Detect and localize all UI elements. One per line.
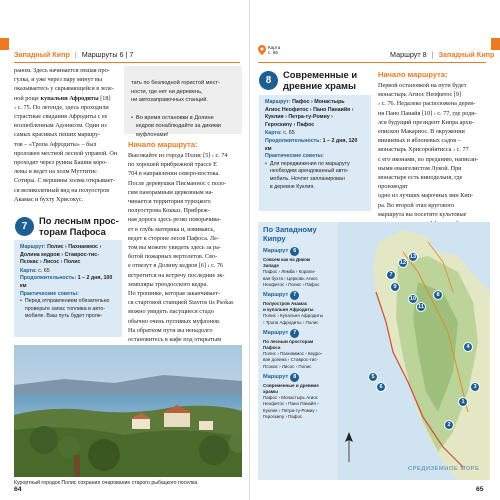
legend-path: Полис › Пахнаммос › Кедро- вая долина › Ставрос-тис- Псокас › Лисос › Полис — [263, 351, 323, 369]
right-header-rule — [258, 62, 486, 63]
left-header-title: Западный Кипр — [14, 49, 70, 59]
body-text: раном. Здесь начинается пешая про- гулка, и уже через пару минут вы оказываетесь у скрывающейся в зеле- ной роще — [14, 67, 114, 102]
route-number: 7 — [15, 217, 34, 236]
page-number-right: 65 — [476, 486, 484, 493]
photo-caption: Курортный городок Полис сохранил очарование старого рыбацкого поселка — [14, 480, 198, 486]
legend-num: 7 — [290, 291, 299, 300]
map-marker[interactable]: 9 — [390, 282, 400, 292]
tip-box — [124, 66, 242, 138]
route-path — [265, 99, 365, 129]
map-legend — [258, 222, 338, 480]
map-marker[interactable]: 5 — [368, 372, 378, 382]
right-header — [390, 47, 494, 61]
route-duration — [265, 138, 365, 153]
value: Пафос › Монастырь Агиос Неофитос › Пано Панаийя › Куклия › Петра-ту-Ромиу › Героскипу › Пафос — [265, 99, 354, 128]
legend-path: Пафос › Монастырь Агиос Неофитос › Пано Панайя › Куклия › Петра-ту-Ромиу › Героскипу › Пафос — [263, 395, 319, 419]
map-marker[interactable]: 6 — [376, 382, 386, 392]
body-bold: купальни Афродиты — [40, 94, 99, 102]
legend-title: Полуостров Акамас и купальня Афродиты — [263, 301, 314, 313]
label: Маршрут: — [20, 244, 46, 250]
legend-route-7a[interactable] — [263, 291, 333, 300]
left-header-sep: | — [74, 49, 77, 59]
legend-path: Пафос › Лемба › Корали- вая бухта › Церковь Агиос Неофитос › Полис › Пафос — [263, 269, 320, 287]
route7-info — [14, 240, 122, 337]
right-header-title: Западный Кипр — [438, 49, 495, 59]
route-path — [20, 244, 116, 267]
tips-text: Для передвижения по маршруту необходим арендованный авто- мобиль. Ночлег запланирован в деревне Куклия. — [269, 160, 350, 190]
tips-bullet — [20, 298, 116, 321]
page-number-left: 64 — [14, 486, 22, 493]
start-label: Начало маршрута: — [128, 140, 198, 149]
value: с. 65 — [281, 130, 295, 137]
tips-label: Практические советы: — [20, 290, 79, 297]
value: Полис › Пахнаммос › Долина кедров › Ставрос-тис- Псокас › Лисос › Полис — [20, 244, 102, 266]
map-pin-icon — [258, 45, 266, 55]
left-accent-bar — [0, 38, 9, 50]
route7-heading — [15, 216, 119, 237]
label: Маршрут: — [265, 99, 291, 105]
route-duration — [20, 275, 116, 290]
label: Продолжительность: — [20, 275, 77, 282]
map-marker[interactable]: 11 — [416, 302, 426, 312]
legend-word: Маршрут — [263, 374, 289, 381]
route-title: Современные и древние храмы — [283, 69, 358, 91]
left-header-rule — [14, 62, 240, 63]
value: 1 – 2 дня, 120 км — [265, 137, 358, 152]
route-map — [265, 130, 365, 138]
map-marker[interactable]: 2 — [444, 420, 454, 430]
legend-word: Маршрут — [263, 292, 289, 299]
map-reference[interactable] — [258, 45, 280, 56]
legend-route-7b[interactable] — [263, 329, 333, 338]
polis-photo — [14, 345, 242, 477]
tip-text: тать по безлюдной гористой мест- ности, где нет ни деревень, ни автозаправочных станций. — [131, 80, 220, 104]
route-map — [20, 268, 116, 276]
legend-word: Маршрут — [263, 248, 289, 255]
sea-label: СРЕДИЗЕМНОЕ МОРЕ — [408, 466, 480, 472]
left-header — [14, 47, 133, 61]
legend-num: 8 — [290, 373, 299, 382]
left-body-top — [14, 66, 121, 204]
photo-image — [14, 345, 242, 477]
left-start-text: Выезжайте из города Полис [5] › с. 74 по хорошей прибрежной трассе E 704 в направлении северо-востока. После деревушки Писманнос с поло- гим панорамным церковным на- чинается территория турецкого полуострова Кокказ. Прибреж- ная дорога здесь резко поворачива- ет в глубь материка и, извиваясь, ведет к стороне лесов Пафоса. Ле- том вы можете увидеть здесь за ра- ботой пожарных вертолетов. Сво- е отвезут в Долину кедров [6] › с. 76 встретится на встречу последние эк- земпляры троодосского кедра. По тропинке, которая заканчивает- ся стартовой станцией Stavros tis Psokas можно увидеть пасущиеся стадо обычно очень пугливых муфлонов. На обратном пути вы ненадолго остановитесь в кафе под открытым — [128, 152, 234, 344]
right-start-text: Первой остановкой на пути будет монастырь Агиос Неофитос [9] › с. 76. Недалеко расположена дерев- ня Пано Панайя [10] › с. 77, где роди- лся будущий президент Кипра архи- епископ Макариос. В окружении вишневых и яблоневых садов – монастырь Хрисоройятисса › с. 77 с его иконами, по преданию, написан- ными евангелистом Лукой. При монастыре есть винодельня, где производят одно из лучших марочных вин Кип- ра. Во второй этап кругового маршрута вы посетите культовые — [378, 82, 479, 218]
bullet-icon: • — [265, 160, 267, 167]
map-ref-page: с. 65 — [268, 50, 278, 56]
legend-route-6[interactable] — [263, 247, 333, 256]
legend-num: 6 — [290, 247, 299, 256]
map-marker[interactable]: 8 — [433, 290, 443, 300]
region-map — [258, 222, 490, 480]
legend-path: Полис › Купальня Афродиты › Тропа Афродиты › Полис — [263, 313, 324, 325]
bullet-icon: • — [131, 115, 133, 122]
legend-word: Маршрут — [263, 330, 289, 337]
body-text: [18] › с. 75. По легенде, здесь проходили страстные свидания Афродиты с ее возлюбленным Адонисом. Один из самых красивых пеших маршру- тов – «Тропа Афродиты» – был проложен местной лесной управой. Он проходит через руины Башни коро- левы и ведет на холм Муттитис Сотиры. С вершины холма открывает- ся великолепный вид на полуостров Акамас и бухту Хрисокус. — [14, 94, 118, 203]
label: Карта: — [265, 130, 282, 137]
label: Карта: — [20, 267, 37, 274]
map-marker[interactable]: 10 — [409, 296, 417, 302]
map-marker[interactable]: 1 — [458, 397, 468, 407]
tips-bullet — [265, 161, 365, 191]
legend-title: Современные и древние храмы — [263, 382, 319, 395]
legend-title: Совсем как на Диком Западе — [263, 257, 311, 269]
map-marker[interactable]: 3 — [470, 382, 480, 392]
map-ref-text — [268, 45, 280, 56]
value: с. 65 — [36, 267, 50, 274]
start-label: Начало маршрута: — [378, 70, 448, 79]
map-ref-label: Карта — [268, 45, 281, 50]
bullet-icon: • — [20, 298, 22, 305]
tips-text: Перед отправлением обязательно проверьте запас топлива в авто- мобиле. Ваш путь будет проле- — [24, 298, 110, 320]
value: 1 – 2 дня, 100 км — [20, 275, 113, 289]
right-header-routes: Маршрут 8 — [390, 49, 427, 59]
map-marker[interactable]: 4 — [463, 342, 473, 352]
map-marker[interactable]: 12 — [399, 260, 407, 266]
route8-heading — [259, 70, 357, 91]
route-title: По лесным прос- торам Пафоса — [39, 215, 119, 237]
map-marker[interactable]: 13 — [409, 254, 417, 260]
map-marker[interactable]: 7 — [386, 270, 396, 280]
north-arrow-icon — [344, 432, 354, 462]
tips-label: Практические советы: — [265, 153, 324, 160]
legend-route-8[interactable] — [263, 373, 333, 382]
tip-bullet-text: Во время остановки в Долине кедров понаблюдайте за дикими муфлонами! — [135, 115, 221, 138]
right-page — [250, 0, 500, 500]
route8-info — [259, 95, 371, 211]
right-header-sep: | — [431, 49, 434, 59]
label: Продолжительность: — [265, 137, 322, 144]
legend-title: По лесным просторам Пафоса — [263, 338, 314, 351]
route-number: 8 — [259, 71, 278, 90]
legend-num: 7 — [290, 329, 299, 338]
tip-bullet — [131, 114, 235, 139]
map-legend-title: По Западному Кипру — [263, 225, 317, 243]
left-header-routes: Маршруты 6 | 7 — [81, 49, 134, 59]
